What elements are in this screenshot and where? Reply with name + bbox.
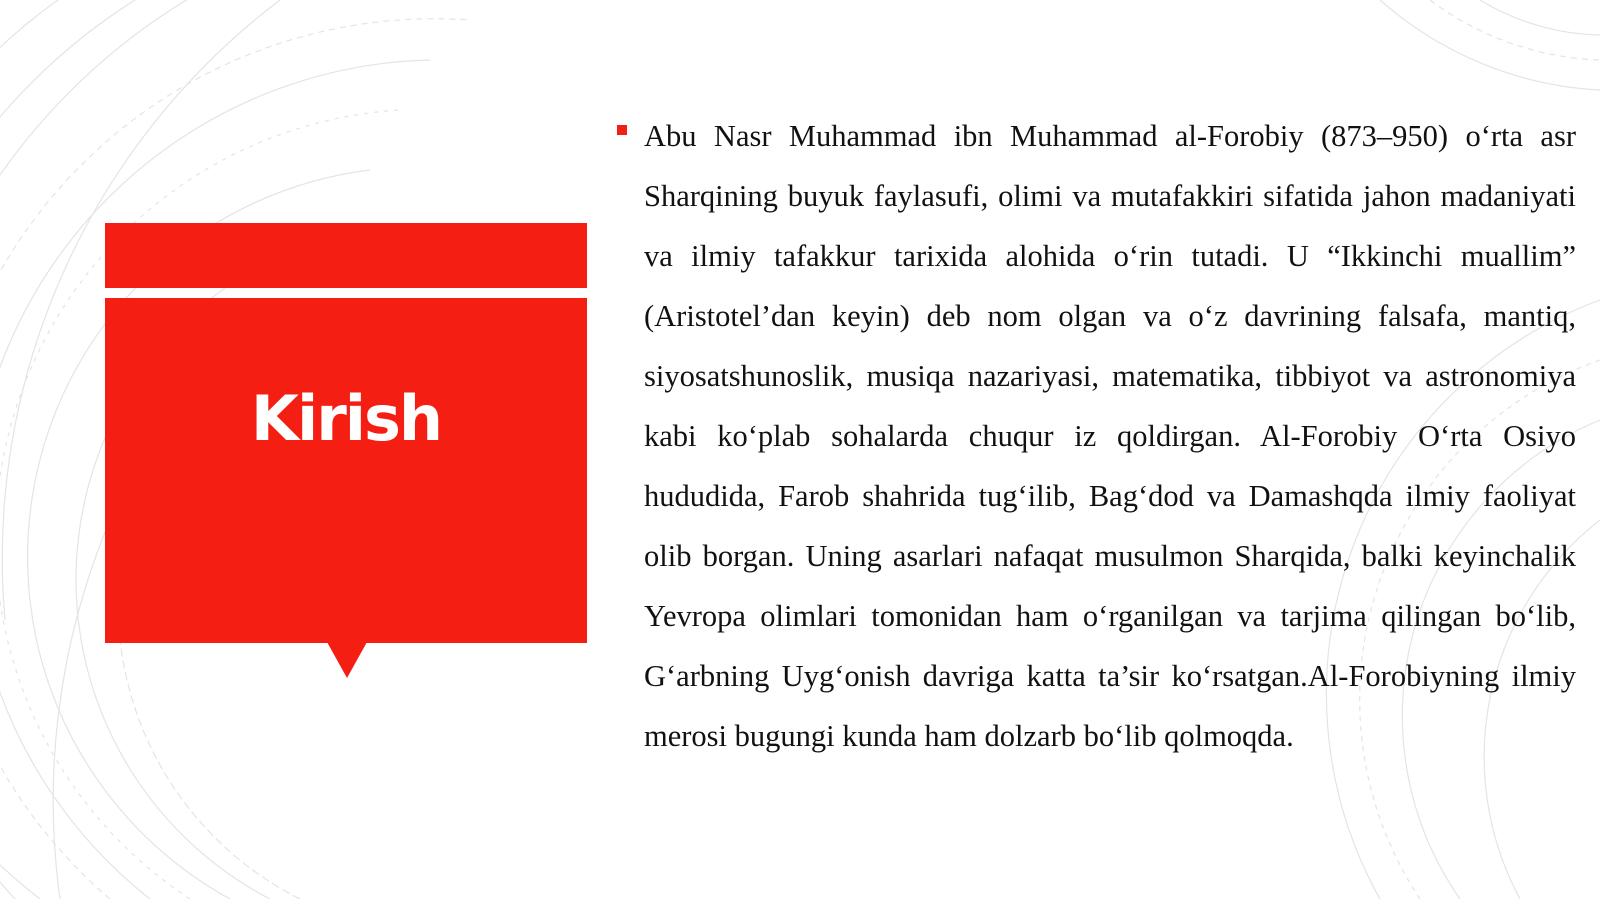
- bullet-paragraph: Abu Nasr Muhammad ibn Muhammad al-Forobiy (873–950) o‘rta asr Sharqining buyuk faylasufi, olimi va mutafakkiri sifatida jahon madaniyati va ilmiy tafakkur tarixida alohida o‘rin tutadi. U “Ikkinchi muallim” (Aristotel’dan keyin) deb nom olgan va o‘z davrining falsafa, mantiq, siyosatshunoslik, musiqa nazariyasi, matematika, tibbiyot va astronomiya kabi ko‘plab sohalarda chuqur iz qoldirgan. Al-Forobiy O‘rta Osiyo hududida, Farob shahrida tug‘ilib, Bag‘dod va Damashqda ilmiy faoliyat olib borgan. Uning asarlari nafaqat musulmon Sharqida, balki keyinchalik Yevropa olimlari tomonidan ham o‘rganilgan va tarjima qilingan bo‘lib, G‘arbning Uyg‘onish davriga katta ta’sir ko‘rsatgan.Al-Forobiyning ilmiy merosi bugungi kunda ham dolzarb bo‘lib qolmoqda.: [644, 119, 1576, 753]
- title-accent-bar: [105, 223, 587, 288]
- square-bullet-icon: [617, 125, 627, 135]
- callout-pointer: [327, 642, 367, 678]
- title-callout-box: [105, 298, 587, 643]
- slide-title: Kirish: [250, 382, 442, 455]
